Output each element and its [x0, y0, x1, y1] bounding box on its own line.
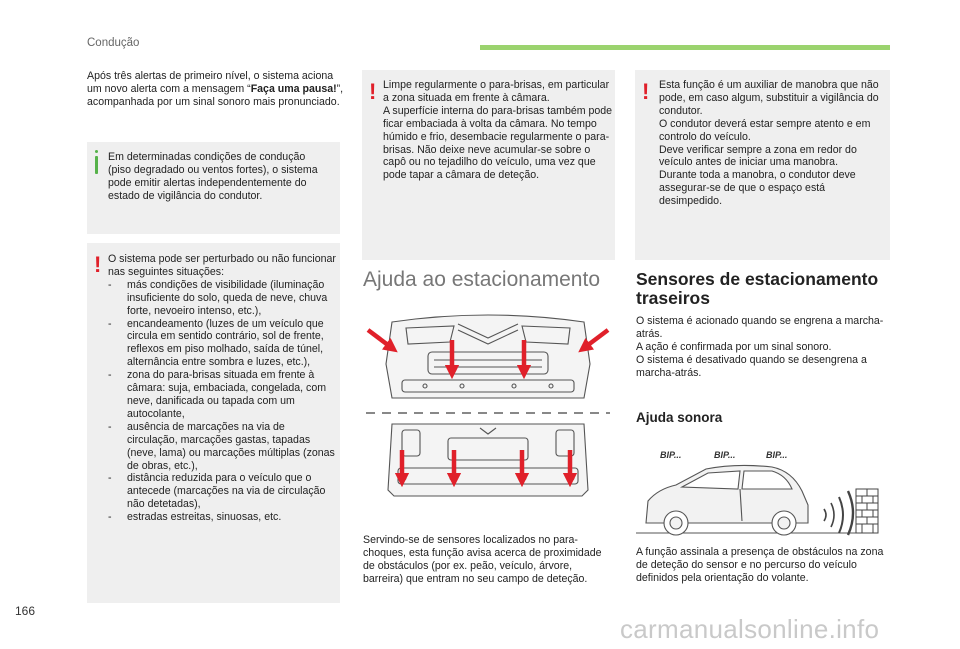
list-item: - encandeamento (luzes de um veículo que circula em sentido contrário, sol de frente, reflexos em piso molhado, saída de túnel, alternância entre sombra e luzes, etc.),	[108, 318, 337, 370]
sound-waves-icon	[824, 491, 853, 535]
list-item: - distância reduzida para o veículo que o antecede (marcações na via de circulação não detetadas),	[108, 472, 337, 511]
parking-aid-body: Servindo-se de sensores localizados no para-choques, esta função avisa acerca de proximidade de obstáculos (por ex. peão, veículo, árvore, barreira) que entram no seu campo de deteção.	[363, 534, 602, 585]
beep-label: BIP...	[766, 450, 788, 460]
vehicle-rear	[388, 424, 588, 496]
audible-aid-body: A função assinala a presença de obstáculos na zona de deteção do sensor e no percurso do veículo definidos pela orientação do volante.	[636, 546, 884, 584]
warning-icon: !	[94, 252, 102, 277]
warning-line: A superfície interna do para-brisas também pode ficar embaciada à volta da câmara. No tempo húmido e frio, desembacie regularmente o para-brisas. Não deixe neve acumular-se sobre o capô ou no tejadilho do veículo, uma vez que pode tapar a câmara de deteção.	[383, 104, 613, 182]
warning-icon: !	[642, 79, 650, 104]
warning-box-right	[635, 70, 890, 260]
body-line: A ação é confirmada por um sinal sonoro.	[636, 340, 832, 353]
warning-box-left-content	[108, 253, 337, 524]
beep-label: BIP...	[660, 450, 682, 460]
left-intro-text: Após três alertas de primeiro nível, o sistema aciona um novo alerta com a mensagem “Faça uma pausa!”, acompanhada por um sinal sonoro mais pronunciado.	[87, 70, 344, 108]
parking-sensors-diagram	[362, 300, 614, 525]
section-title-rear-sensors: Sensores de estacionamento traseiros	[636, 269, 879, 308]
list-item: - más condições de visibilidade (iluminação insuficiente do solo, queda de neve, chuva forte, nevoeiro intenso, etc.),	[108, 279, 337, 318]
list-item: - ausência de marcações na via de circulação, marcações gastas, tapadas (neve, lama) ou marcações múltiplas (zonas de obras, etc.),	[108, 421, 337, 473]
warning-box-right-content	[659, 79, 887, 208]
info-box	[87, 142, 340, 234]
front-sensor-arrow	[584, 330, 608, 348]
info-icon	[95, 156, 98, 174]
brick-wall-icon	[856, 489, 878, 533]
warning-line: Deve verificar sempre a zona em redor do veículo antes de iniciar uma manobra.	[659, 143, 857, 169]
section-title-parking-aid: Ajuda ao estacionamento	[363, 268, 600, 291]
body-line: O sistema é desativado quando se desengrena a marcha-atrás.	[636, 353, 867, 379]
warning-icon: !	[369, 79, 377, 104]
conditions-list	[108, 279, 337, 524]
warning-box-middle	[362, 70, 615, 260]
beep-label: BIP...	[714, 450, 736, 460]
warning-line: Limpe regularmente o para-brisas, em particular a zona situada em frente à câmara.	[383, 79, 610, 104]
vehicle-front	[386, 315, 590, 398]
warning-intro: O sistema pode ser perturbado ou não funcionar nas seguintes situações:	[108, 253, 336, 278]
list-item: - estradas estreitas, sinuosas, etc.	[108, 511, 337, 524]
warning-line: O condutor deverá estar sempre atento e em controlo do veículo.	[659, 117, 871, 143]
car-reversing-beep-diagram	[636, 445, 886, 545]
warning-line: Esta função é um auxiliar de manobra que não pode, em caso algum, substituir a vigilância do condutor.	[659, 79, 879, 117]
header-accent-bar	[480, 45, 890, 50]
page-number: 166	[15, 604, 36, 618]
body-line: O sistema é acionado quando se engrena a marcha-atrás.	[636, 315, 884, 340]
front-sensor-arrow	[368, 330, 392, 348]
car-side-view	[646, 465, 808, 535]
list-item: - zona do para-brisas situada em frente à câmara: suja, embaciada, congelada, com neve, danificada ou tapada com um autocolante,	[108, 369, 337, 421]
info-box-text: Em determinadas condições de condução (piso degradado ou ventos fortes), o sistema pode emitir alertas independentemente do estado de vigilância do condutor.	[108, 151, 318, 202]
header-section-label: Condução	[87, 37, 140, 49]
subsection-title-audible-aid: Ajuda sonora	[636, 410, 723, 425]
left-intro	[87, 70, 347, 109]
warning-box-middle-content	[383, 79, 613, 182]
rear-sensors-body	[636, 315, 888, 380]
warning-box-left	[87, 243, 340, 603]
warning-line: Durante toda a manobra, o condutor deve assegurar-se de que o espaço está desimpedido.	[659, 169, 856, 208]
watermark: carmanualsonline.info	[620, 614, 880, 644]
